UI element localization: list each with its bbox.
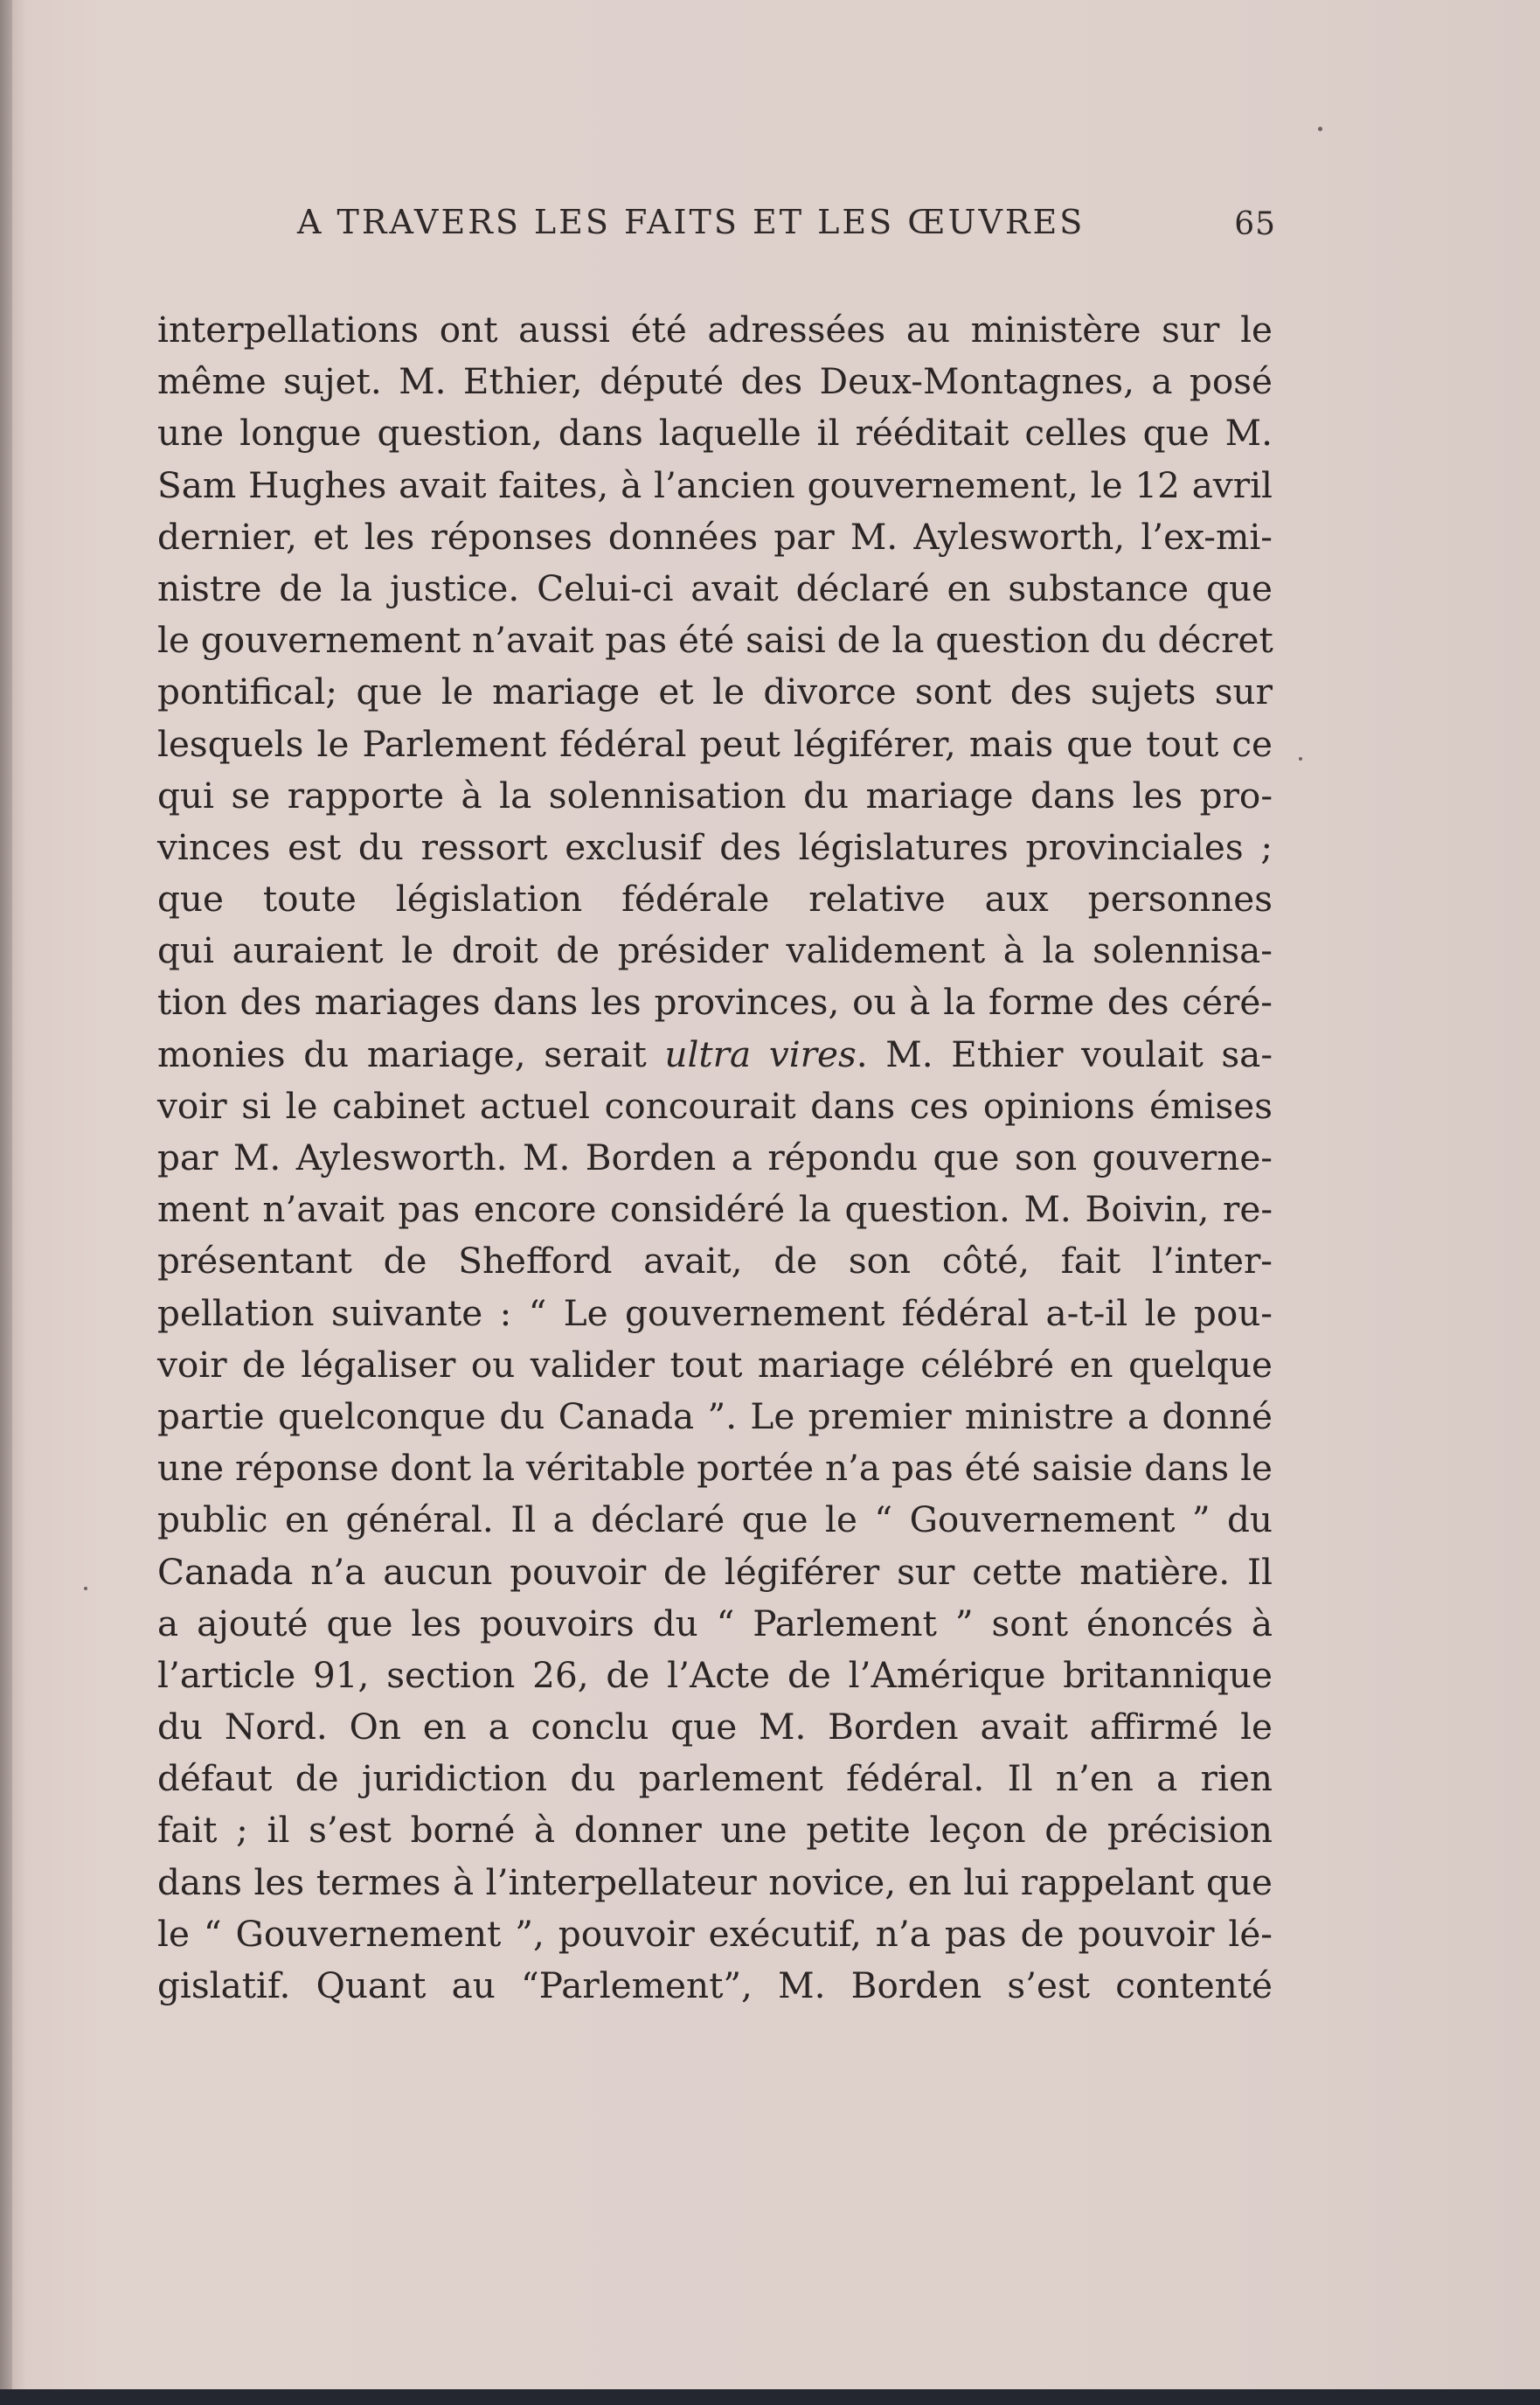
- text-line: tion des mariages dans les provinces, ou à la forme des céré-: [157, 981, 1273, 1024]
- text-line: vinces est du ressort exclusif des législatures provinciales ;: [157, 825, 1273, 868]
- text-line: le gouvernement n’avait pas été saisi de la question du décret: [157, 619, 1273, 662]
- text-line: ment n’avait pas encore considéré la question. M. Boivin, re-: [157, 1188, 1273, 1231]
- text-line: gislatif. Quant au “Parlement”, M. Borden s’est contenté: [157, 1964, 1273, 2006]
- text-line: voir de légaliser ou valider tout mariage célébré en quelque: [157, 1343, 1273, 1386]
- running-title: A TRAVERS LES FAITS ET LES ŒUVRES: [297, 203, 1086, 241]
- text-line: Canada n’a aucun pouvoir de légiférer sur cette matière. Il: [157, 1550, 1273, 1593]
- text-line: par M. Aylesworth. M. Borden a répondu que son gouverne-: [157, 1136, 1273, 1178]
- text-line: interpellations ont aussi été adressées au ministère sur le: [157, 309, 1273, 351]
- running-head: [297, 203, 1276, 255]
- scan-bottom-edge: [0, 2389, 1540, 2405]
- text-line: présentant de Shefford avait, de son côté, fait l’inter-: [157, 1240, 1273, 1282]
- paper-speck: [1318, 127, 1322, 131]
- italic-phrase: ultra vires: [664, 1032, 857, 1075]
- page-gutter: [0, 0, 12, 2405]
- text-line: Sam Hughes avait faites, à l’ancien gouvernement, le 12 avril: [157, 463, 1273, 506]
- text-line: monies du mariage, serait ultra vires. M. Ethier voulait sa-: [157, 1032, 1273, 1075]
- text-line: une réponse dont la véritable portée n’a pas été saisie dans le: [157, 1447, 1273, 1490]
- text-line: voir si le cabinet actuel concourait dans ces opinions émises: [157, 1084, 1273, 1127]
- text-line: lesquels le Parlement fédéral peut légiférer, mais que tout ce: [157, 722, 1273, 765]
- text-line: même sujet. M. Ethier, député des Deux-Montagnes, a posé: [157, 360, 1273, 403]
- text-line: partie quelconque du Canada ”. Le premier ministre a donné: [157, 1394, 1273, 1437]
- text-line: public en général. Il a déclaré que le “ Gouvernement ” du: [157, 1498, 1273, 1541]
- text-line: pellation suivante : “ Le gouvernement fédéral a-t-il le pou-: [157, 1291, 1273, 1334]
- text-line: défaut de juridiction du parlement fédéral. Il n’en a rien: [157, 1757, 1273, 1800]
- text-line: que toute législation fédérale relative aux personnes: [157, 878, 1273, 921]
- body-text: [157, 304, 1273, 2012]
- text-line: dernier, et les réponses données par M. Aylesworth, l’ex-mi-: [157, 515, 1273, 558]
- paper-speck: [84, 1587, 87, 1590]
- text-line: a ajouté que les pouvoirs du “ Parlement ” sont énoncés à: [157, 1602, 1273, 1644]
- text-line: fait ; il s’est borné à donner une petite leçon de précision: [157, 1809, 1273, 1852]
- paper-speck: [1299, 757, 1302, 761]
- text-line: qui se rapporte à la solennisation du mariage dans les pro-: [157, 774, 1273, 817]
- text-line: nistre de la justice. Celui-ci avait déclaré en substance que: [157, 566, 1273, 609]
- text-line: qui auraient le droit de présider validement à la solennisa-: [157, 929, 1273, 972]
- text-line: le “ Gouvernement ”, pouvoir exécutif, n’a pas de pouvoir lé-: [157, 1912, 1273, 1955]
- page-number: 65: [1234, 206, 1276, 242]
- text-line: pontifical; que le mariage et le divorce sont des sujets sur: [157, 671, 1273, 713]
- text-line: l’article 91, section 26, de l’Acte de l’Amérique britannique: [157, 1653, 1273, 1696]
- text-line: dans les termes à l’interpellateur novice, en lui rappelant que: [157, 1860, 1273, 1903]
- text-line: une longue question, dans laquelle il rééditait celles que M.: [157, 412, 1273, 455]
- text-line: du Nord. On en a conclu que M. Borden avait affirmé le: [157, 1706, 1273, 1748]
